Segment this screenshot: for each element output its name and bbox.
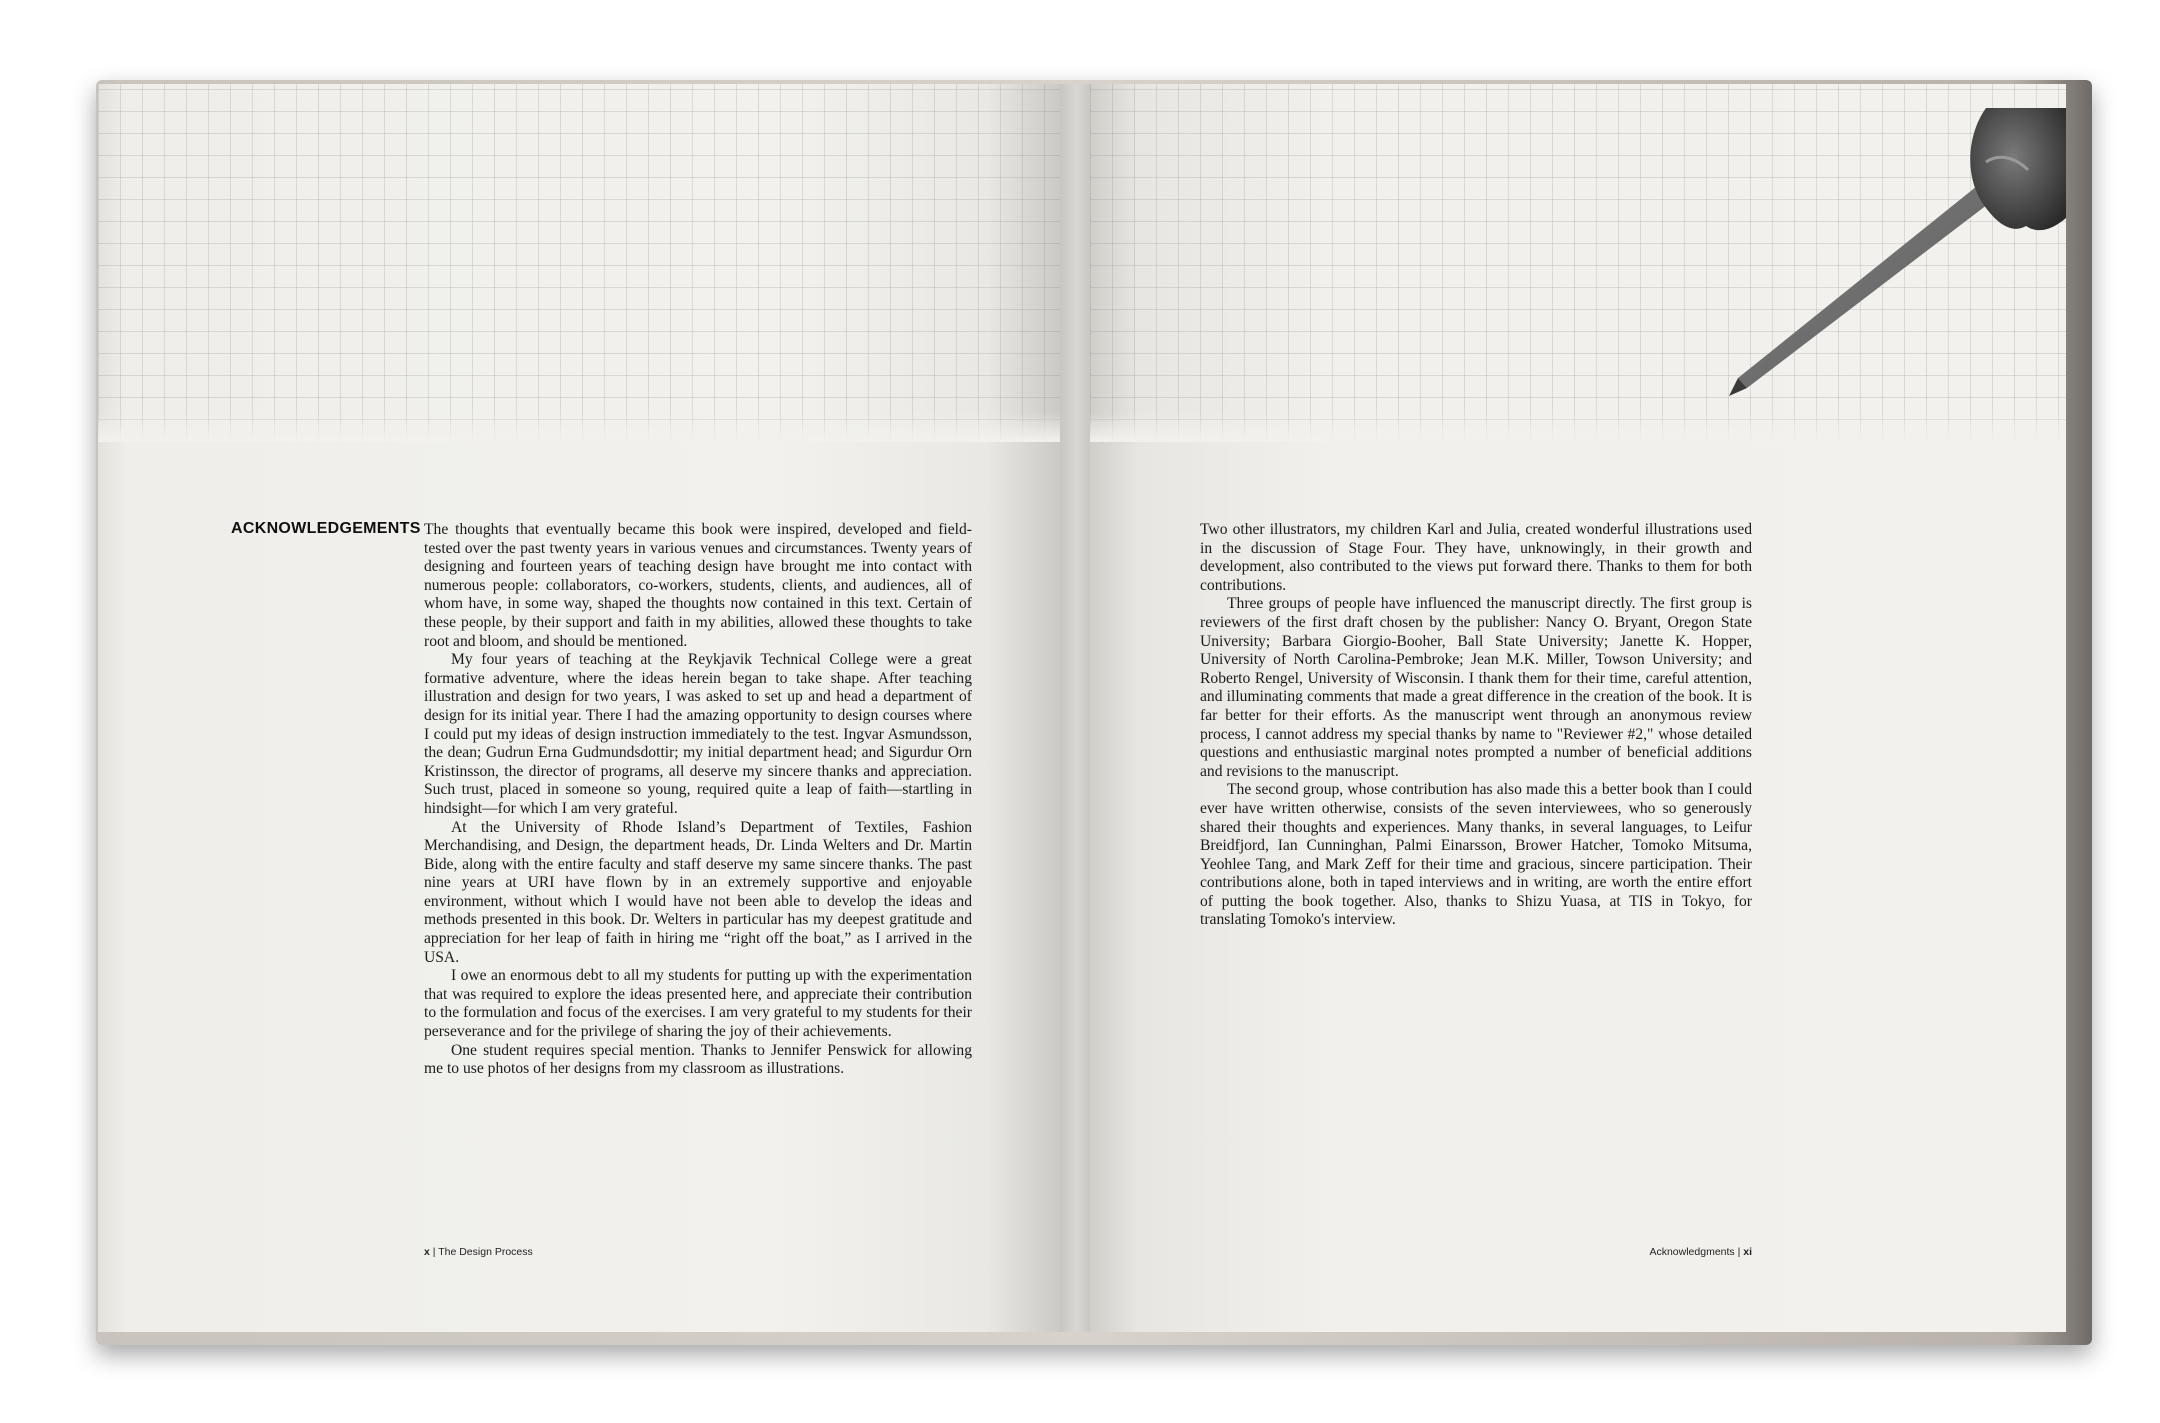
paragraph: Two other illustrators, my children Karl and Julia, created wonderful illustrations used in the discussion of Stage Four. They have, unknowingly, in their growth and development, also contributed to the views put forward there. Thanks to them for both contributions.	[1200, 521, 1752, 594]
paragraph: I owe an enormous debt to all my students for putting up with the experimentation that was required to explore the ideas presented here, and appreciate their contribution to the formulation and focus of the exercises. I am very grateful to my students for their perseverance and for the privilege of sharing the joy of their achievements.	[424, 967, 972, 1041]
left-page	[98, 84, 1064, 1332]
page-number: x	[424, 1246, 430, 1258]
hand-pencil-illustration	[1646, 84, 2066, 424]
right-body-text	[1200, 521, 1752, 930]
paragraph: My four years of teaching at the Reykjavik Technical College were a great formative adventure, where the ideas herein began to take shape. After teaching illustration and design for two years, I was asked to set up and head a department of design for its initial year. There I had the amazing opportunity to design courses where I could put my ideas of design instruction immediately to the test. Ingvar Asmundsson, the dean; Gudrun Erna Gudmundsdottir; my initial department head; and Sigurdur Orn Kristinsson, the director of programs, all deserve my sincere thanks and appreciation. Such trust, placed in someone so young, required quite a leap of faith—startling in hindsight—for which I am very grateful.	[424, 651, 972, 817]
page-number: xi	[1743, 1246, 1752, 1258]
running-title: Acknowledgments |	[1649, 1246, 1744, 1258]
grid-pattern	[98, 84, 1064, 442]
paragraph: The second group, whose contribution has also made this a better book than I could ever have written otherwise, consists of the seven interviewees, who so generously shared their thoughts and experiences. Many thanks, in several languages, to Leifur Breidfjord, Ian Cunninghan, Palmi Einarsson, Brower Hatcher, Tomoko Mitsuma, Yeohlee Tang, and Mark Zeff for their time and gracious, sincere participation. Their contributions alone, both in taped interviews and in writing, are worth the entire effort of putting the book together. Also, thanks to Shizu Yuasa, at TIS in Tokyo, for translating Tomoko's interview.	[1200, 781, 1752, 929]
paragraph: One student requires special mention. Thanks to Jennifer Penswick for allowing me to use photos of her designs from my classroom as illustrations.	[424, 1041, 972, 1078]
right-folio	[1649, 1246, 1752, 1258]
book-gutter	[1060, 84, 1094, 1332]
left-folio	[424, 1246, 533, 1258]
pencil-body	[1738, 182, 1996, 388]
left-body-text	[424, 521, 972, 1079]
running-title: | The Design Process	[429, 1246, 533, 1258]
hand-shape	[1970, 108, 2066, 230]
right-page	[1090, 84, 2066, 1332]
paragraph: Three groups of people have influenced the manuscript directly. The first group is reviewers of the first draft chosen by the publisher: Nancy O. Bryant, Oregon State University; Barbara Giorgio-Booher, Ball State University; Janette K. Hopper, University of North Carolina-Pembroke; Jean M.K. Miller, Towson University; and Roberto Rengel, University of Wisconsin. I thank them for their time, careful attention, and illuminating comments that made a great difference in the creation of the book. It is far better for their efforts. As the manuscript went through an anonymous review process, I cannot address my special thanks by name to "Reviewer #2," whose detailed questions and enthusiastic marginal notes prompted a number of beneficial additions and revisions to the manuscript.	[1200, 595, 1752, 780]
paragraph: The thoughts that eventually became this book were inspired, developed and field-tested over the past twenty years in various venues and circumstances. Twenty years of designing and fourteen years of teaching design have brought me into contact with numerous people: collaborators, co-workers, students, clients, and audiences, all of whom have, in some way, shaped the thoughts now contained in this text. Certain of these people, by their support and faith in my abilities, allowed these thoughts to take root and bloom, and should be mentioned.	[424, 521, 972, 650]
paragraph: At the University of Rhode Island’s Department of Textiles, Fashion Merchandising, and Design, the department heads, Dr. Linda Welters and Dr. Martin Bide, along with the entire faculty and staff deserve my same sincere thanks. The past nine years at URI have flown by in an extremely supportive and enjoyable environment, without which I would have not been able to develop the ideas and methods presented in this book. Dr. Welters in particular has my deepest gratitude and appreciation for her leap of faith in hiring me “right off the boat,” as I arrived in the USA.	[424, 818, 972, 966]
section-title: ACKNOWLEDGEMENTS	[231, 520, 421, 537]
